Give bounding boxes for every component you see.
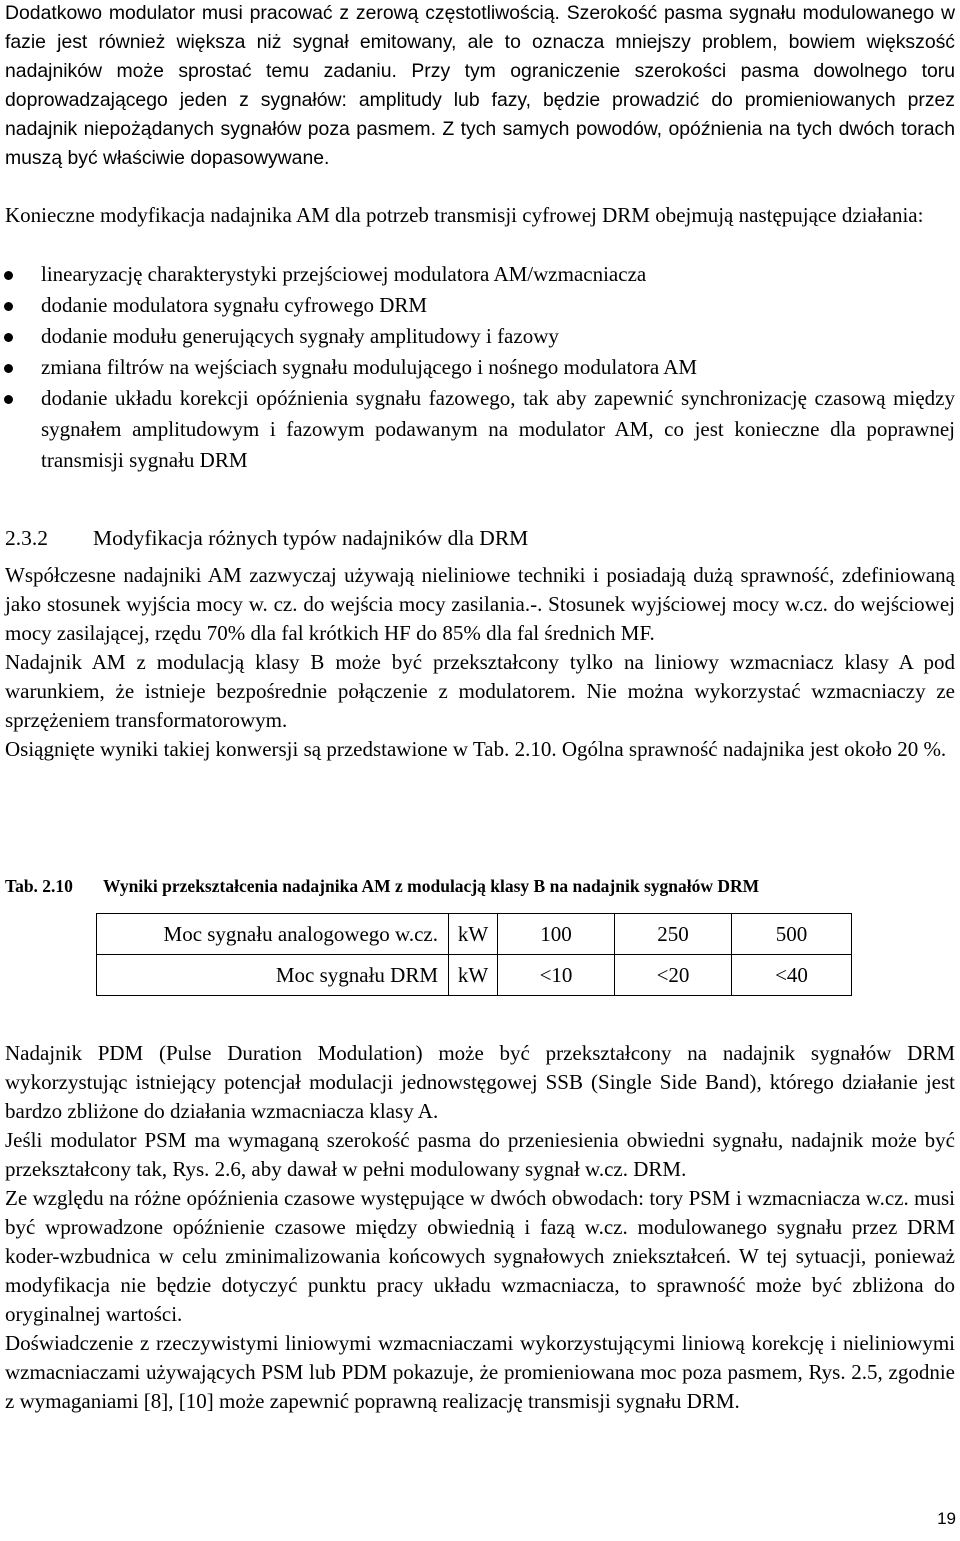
section-title: Modyfikacja różnych typów nadajników dla DRM [93, 526, 529, 550]
bullet-icon [4, 302, 13, 311]
bullet-icon [4, 271, 13, 280]
closing-paragraph: Doświadczenie z rzeczywistymi liniowymi wzmacniaczami wykorzystującymi liniową korekcję i nieliniowymi wzmacniaczami używających PSM lub PDM pokazuje, że promieniowana moc poza pasmem, Rys. 2.5, zgodnie z wymaganiami [8], [10] może zapewnić poprawną realizację transmisji sygnału DRM. [5, 1331, 955, 1413]
intro-paragraph: Dodatkowo modulator musi pracować z zerową częstotliwością. Szerokość pasma sygnału modulowanego w fazie jest również większa niż sygnał emitowany, ale to oznacza mniejszy problem, bowiem większość nadajników może sprostać temu zadaniu. Przy tym ograniczenie szerokości pasma dowolnego toru doprowadzającego jeden z sygnałów: amplitudy lub fazy, będzie prowadzić do promieniowanych przez nadajnik niepożądanych sygnałów poza pasmem. Z tych samych powodów, opóźnienia na tych dwóch torach muszą być właściwie dopasowywane. [5, 2, 955, 169]
section-paragraph: Nadajnik AM z modulacją klasy B może być przekształcony tylko na liniowy wzmacniacz klasy A pod warunkiem, że istnieje bezpośrednie połączenie z modulatorem. Nie można wykorzystać wzmacniaczy ze sprzężeniem transformatorowym. [5, 650, 955, 732]
table-caption-text: Wyniki przekształcenia nadajnika AM z modulacją klasy B na nadajnik sygnałów DRM [103, 876, 760, 896]
table-row [97, 914, 852, 955]
section-number: 2.3.2 [5, 526, 48, 550]
page-number: 19 [937, 1509, 956, 1528]
list-item: dodanie modulatora sygnału cyfrowego DRM [0, 290, 955, 321]
modifications-list [0, 259, 955, 476]
closing-body [5, 1039, 955, 1416]
list-item: zmiana filtrów na wejściach sygnału modulującego i nośnego modulatora AM [0, 352, 955, 383]
closing-paragraph: Nadajnik PDM (Pulse Duration Modulation) może być przekształcony na nadajnik sygnałów DRM wykorzystując istniejący potencjał modulacji jednowstęgowej SSB (Single Side Band), którego działanie jest bardzo zbliżone do działania wzmacniacza klasy A. [5, 1041, 955, 1123]
table-caption [5, 874, 759, 898]
results-table [96, 913, 852, 996]
section-body [5, 561, 955, 764]
closing-paragraph: Ze względu na różne opóźnienia czasowe występujące w dwóch obwodach: tory PSM i wzmacniacza w.cz. musi być wprowadzone opóźnienie czasowe między obwiednią i fazą w.cz. modulowanego sygnału przez DRM koder-wzbudnica w celu zminimalizowania końcowych sygnałowych zniekształceń. W tej sytuacji, ponieważ modyfikacja nie będzie dotyczyć punktu pracy układu wzmacniacza, to sprawność może być zbliżona do oryginalnej wartości. [5, 1186, 955, 1326]
table-cell: Moc sygnału analogowego w.cz. [97, 914, 449, 955]
list-item: dodanie modułu generujących sygnały amplitudowy i fazowy [0, 321, 955, 352]
list-item: linearyzację charakterystyki przejściowej modulatora AM/wzmacniacza [0, 259, 955, 290]
bullet-icon [4, 364, 13, 373]
table-cell: <10 [498, 955, 615, 996]
table-cell: <20 [615, 955, 732, 996]
section-paragraph: Osiągnięte wyniki takiej konwersji są przedstawione w Tab. 2.10. Ogólna sprawność nadajnika jest około 20 %. [5, 737, 947, 761]
table-cell: 250 [615, 914, 732, 955]
table-cell: 500 [732, 914, 852, 955]
bullet-icon [4, 333, 13, 342]
table-cell: 100 [498, 914, 615, 955]
table-cell: <40 [732, 955, 852, 996]
modifications-intro: Konieczne modyfikacja nadajnika AM dla potrzeb transmisji cyfrowej DRM obejmują następujące działania: [5, 203, 924, 227]
table-cell: kW [449, 955, 498, 996]
list-item: dodanie układu korekcji opóźnienia sygnału fazowego, tak aby zapewnić synchronizację czasową między sygnałem amplitudowym i fazowym podawanym na modulator AM, co jest konieczne dla poprawnej transmisji sygnału DRM [0, 383, 955, 476]
table-cell: Moc sygnału DRM [97, 955, 449, 996]
closing-paragraph: Jeśli modulator PSM ma wymaganą szerokość pasma do przeniesienia obwiedni sygnału, nadajnik może być przekształcony tak, Rys. 2.6, aby dawał w pełni modulowany sygnał w.cz. DRM. [5, 1128, 955, 1181]
bullet-icon [4, 395, 13, 404]
table-row [97, 955, 852, 996]
table-caption-number: Tab. 2.10 [5, 876, 73, 896]
section-paragraph: Współczesne nadajniki AM zazwyczaj używają nieliniowe techniki i posiadają dużą sprawność, zdefiniowaną jako stosunek wyjścia mocy w. cz. do wejścia mocy zasilania.-. Stosunek wyjściowej mocy w.cz. do wejściowej mocy zasilającej, rzędu 70% dla fal krótkich HF do 85% dla fal średnich MF. [5, 563, 955, 645]
table-cell: kW [449, 914, 498, 955]
section-heading [5, 524, 528, 553]
